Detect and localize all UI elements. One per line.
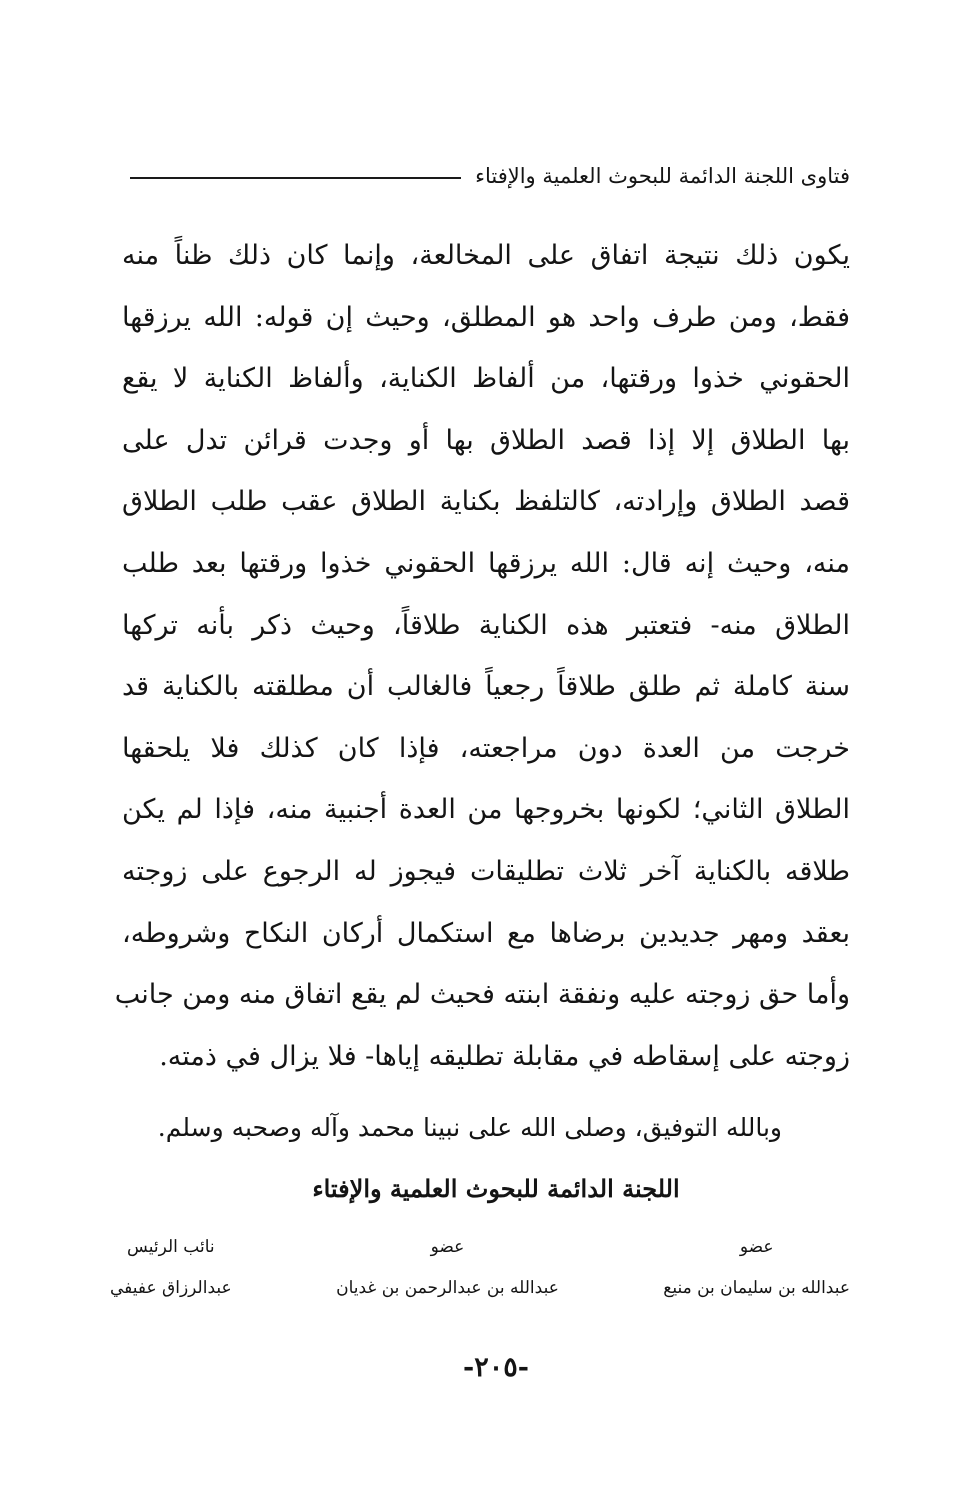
body-line: الطلاق الثاني؛ لكونها بخروجها من العدة أجنبية منه، فإذا لم يكن: [122, 794, 850, 826]
signatory-name: عبدالرزاق عفيفي: [110, 1278, 232, 1298]
body-line: خرجت من العدة دون مراجعته، فإذا كان كذلك فلا يلحقها: [122, 732, 850, 764]
signatory-member-1: [663, 1230, 850, 1308]
body-line: يكون ذلك نتيجة اتفاق على المخالعة، وإنما كان ذلك ظناً منه: [122, 240, 850, 271]
body-line: فقط، ومن طرف واحد هو المطلق، وحيث إن قوله: الله يرزقها: [122, 301, 850, 333]
running-header-title: فتاوى اللجنة الدائمة للبحوث العلمية والإفتاء: [475, 164, 850, 188]
body-line: منه، وحيث إنه قال: الله يرزقها الحقوني خذوا ورقتها بعد طلب: [122, 547, 850, 579]
signatory-member-2: [336, 1230, 559, 1308]
signatories: [110, 1230, 850, 1308]
page-number: -٢٠٥-: [463, 1352, 529, 1383]
signatory-role: نائب الرئيس: [127, 1237, 215, 1257]
body-line: سنة كاملة ثم طلق طلاقاً رجعياً فالغالب أن مطلقته بالكناية قد: [122, 671, 850, 703]
header-rule: [130, 177, 461, 179]
fatwa-body: [114, 225, 850, 1087]
signatory-vice-president: [110, 1230, 232, 1308]
signatory-name: عبدالله بن عبدالرحمن بن غديان: [336, 1278, 559, 1298]
closing-formula: وبالله التوفيق، وصلى الله على نبينا محمد وآله وصحبه وسلم.: [157, 1113, 782, 1142]
body-line: بعقد ومهر جديدين برضاها مع استكمال أركان النكاح وشروطه،: [122, 917, 850, 949]
body-line: بها الطلاق إلا إذا قصد الطلاق بها أو وجدت قرائن تدل على: [122, 424, 850, 456]
body-line: طلاقه بالكناية آخر ثلاث تطليقات فيجوز له الرجوع على زوجته: [122, 855, 850, 887]
signatory-name: عبدالله بن سليمان بن منيع: [663, 1278, 850, 1298]
body-line: الطلاق منه- فتعتبر هذه الكناية طلاقاً، وحيث ذكر بأنه تركها: [122, 609, 850, 641]
body-line: وأما حق زوجته عليه ونفقة ابنته فحيث لم يقع اتفاق منه ومن جانب: [114, 979, 850, 1011]
body-line: قصد الطلاق وإرادته، كالتلفظ بكناية الطلاق عقب طلب الطلاق: [122, 486, 850, 518]
running-header: [130, 158, 850, 194]
signatory-role: عضو: [430, 1237, 465, 1257]
signatory-role: عضو: [739, 1237, 774, 1257]
committee-title: اللجنة الدائمة للبحوث العلمية والإفتاء: [312, 1174, 680, 1203]
body-line: الحقوني خذوا ورقتها، من ألفاظ الكناية، وألفاظ الكناية لا يقع: [122, 363, 850, 395]
body-line: زوجته على إسقاطه في مقابلة تطليقه إياها- فلا يزال في ذمته.: [159, 1040, 850, 1072]
